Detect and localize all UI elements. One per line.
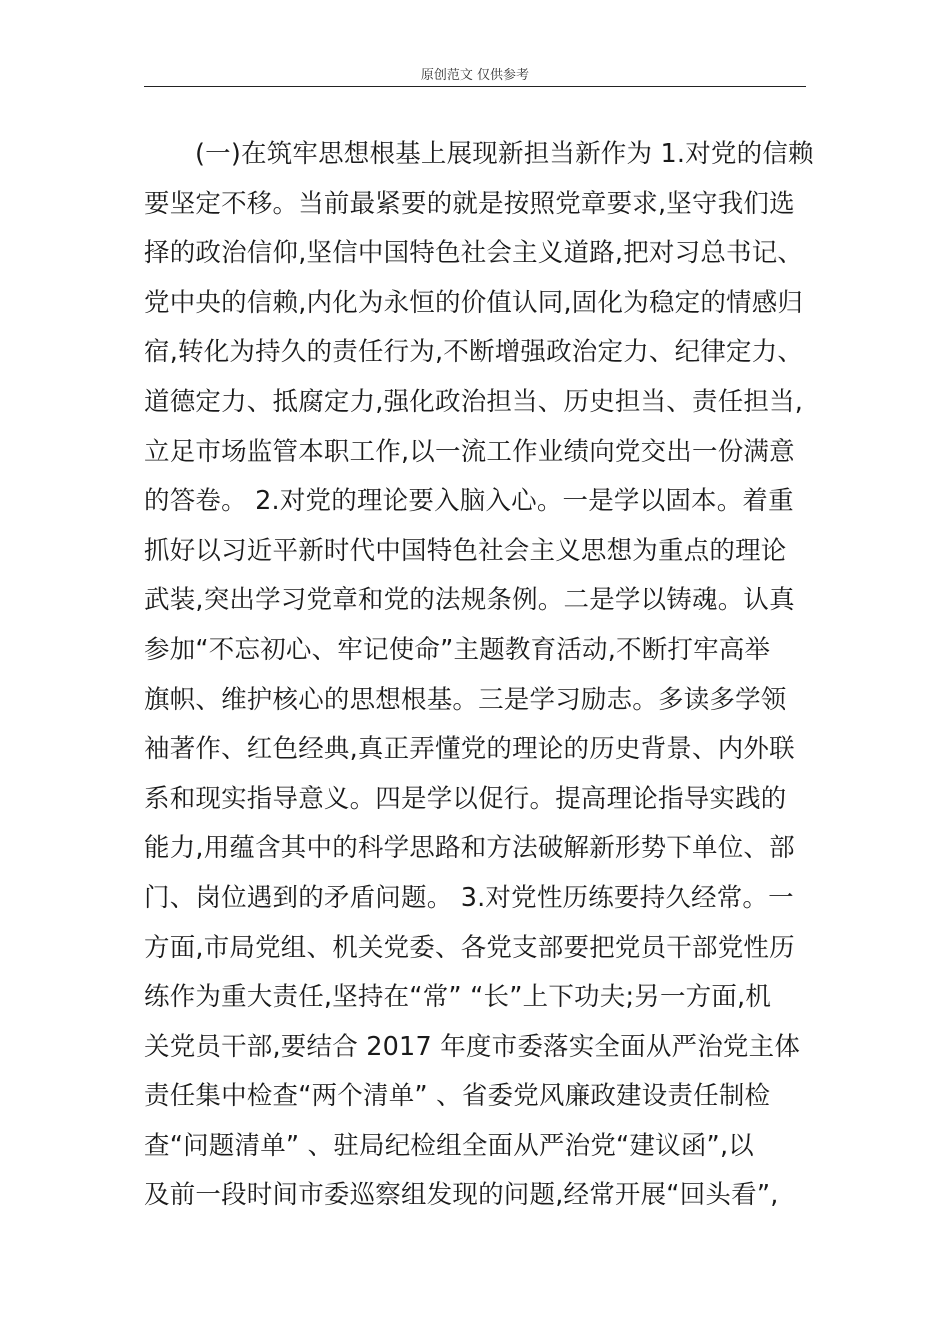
body-line: 党中央的信赖,内化为永恒的价值认同,固化为稳定的情感归 [144,287,804,318]
body-line: 责任集中检查“两个清单” 、省委党风廉政建设责任制检 [144,1081,771,1112]
body-line: 查“问题清单” 、驻局纪检组全面从严治党“建议函”,以 [144,1130,754,1161]
body-line: (一)在筑牢思想根基上展现新担当新作为 1.对党的信赖 [195,139,814,169]
body-line: 抓好以习近平新时代中国特色社会主义思想为重点的理论 [144,535,787,566]
page-header: 原创范文 仅供参考 [420,68,530,83]
body-line: 要坚定不移。当前最紧要的就是按照党章要求,坚守我们选 [144,188,795,219]
body-line: 能力,用蕴含其中的科学思路和方法破解新形势下单位、部 [144,833,795,864]
document-body [144,130,814,1221]
body-line: 道德定力、抵腐定力,强化政治担当、历史担当、责任担当, [144,386,804,417]
body-line: 门、岗位遇到的矛盾问题。 3.对党性历练要持久经常。一 [144,882,794,913]
body-line: 立足市场监管本职工作,以一流工作业绩向党交出一份满意 [144,436,795,467]
body-line: 宿,转化为持久的责任行为,不断增强政治定力、纪律定力、 [144,337,804,368]
body-line: 武装,突出学习党章和党的法规条例。二是学以铸魂。认真 [144,585,795,616]
body-line: 方面,市局党组、机关党委、各党支部要把党员干部党性历 [144,932,795,963]
body-line: 系和现实指导意义。四是学以促行。提高理论指导实践的 [144,783,787,814]
body-line: 关党员干部,要结合 2017 年度市委落实全面从严治党主体 [144,1031,801,1062]
body-line: 的答卷。 2.对党的理论要入脑入心。一是学以固本。着重 [144,486,794,517]
body-line: 择的政治信仰,坚信中国特色社会主义道路,把对习总书记、 [144,238,804,269]
body-line: 参加“不忘初心、牢记使命”主题教育活动,不断打牢高举 [144,634,771,665]
body-line: 及前一段时间市委巡察组发现的问题,经常开展“回头看”, [144,1180,779,1211]
body-line: 袖著作、红色经典,真正弄懂党的理论的历史背景、内外联 [144,734,795,765]
body-line: 练作为重大责任,坚持在“常” “长”上下功夫;另一方面,机 [144,982,772,1013]
body-line: 旗帜、维护核心的思想根基。三是学习励志。多读多学领 [144,684,787,715]
header-divider [144,86,806,87]
